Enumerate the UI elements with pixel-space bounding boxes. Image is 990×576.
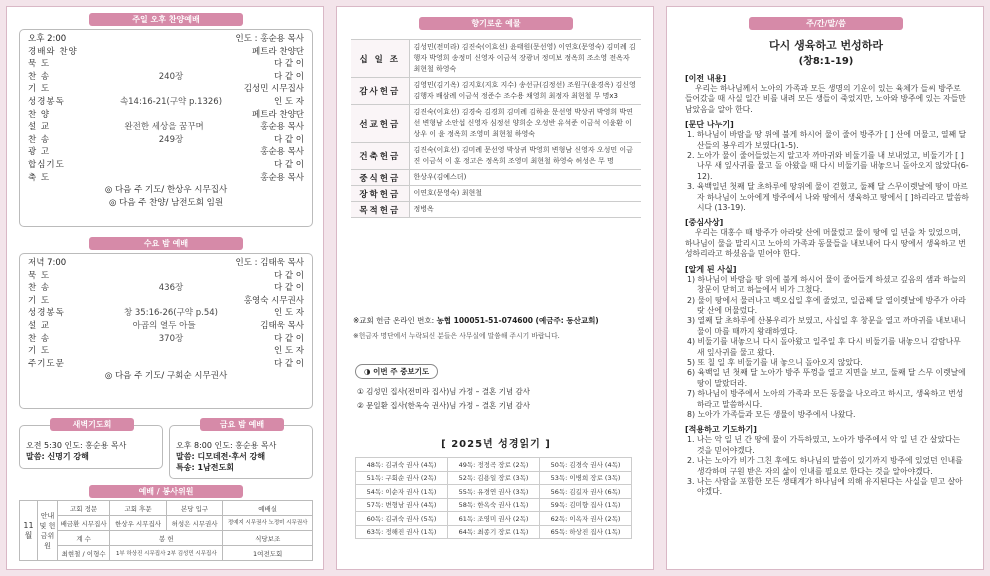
outline-item: 2. 노아가 물이 줄어들었는지 알고자 까마귀와 비둘기를 내 보내었고, 비둘기가 [ ]나무 새 잎사귀를 물고 돌 아왔을 때 다시 비둘기를 내놓으니 돌아오지 않았다(6-12). xyxy=(687,151,969,181)
order-detail xyxy=(68,295,244,308)
apply-item: 1. 나는 악 일 년 간 땅에 물이 가득하였고, 노아가 방주에서 악 일 년 간 살았다는 것을 믿어야겠다. xyxy=(687,435,961,455)
wednesday-note: ◎ 다음 주 기도/ 구회순 시무권사 xyxy=(104,371,228,382)
offering-names: 김영민(김기옥) 김지호(지호 지수) 송선규(김정선) 조원구(윤경옥) 김신영 김행자 배삼례 이금석 정준수 조수용 채영희 최정자 최현철 무 명x3 xyxy=(409,78,641,105)
order-row xyxy=(28,83,304,96)
order-detail xyxy=(68,270,274,283)
offering-names: 한상우(김예스더) xyxy=(409,170,641,186)
bible-cell: 60독: 김귀숙 권사 (5독) xyxy=(356,512,448,526)
prayer-header: ◑ 이번 주 중보기도 xyxy=(355,364,438,379)
order-row xyxy=(28,96,304,109)
offering-category: 중식헌금 xyxy=(351,170,409,186)
order-person: 인 도 자 xyxy=(273,96,304,107)
sunday-note: ◎ 다음 주 찬양/ 남전도회 임원 xyxy=(108,197,224,208)
prayer-item: ① 김성민 집사(전미라 집사)님 가정 – 결혼 기념 감사 xyxy=(357,387,531,396)
order-label: 성경봉독 xyxy=(28,96,65,107)
bible-cell: 48독: 김귀숙 권사 (4독) xyxy=(356,458,448,472)
vol-col: 계 수 xyxy=(58,531,110,546)
facts-heading: [알게 된 사실] xyxy=(685,264,737,274)
sunday-time: 오후 2:00 xyxy=(28,34,67,44)
offering-row xyxy=(351,143,641,170)
order-label: 찬 송 xyxy=(28,333,51,344)
vol-col: 예배실 xyxy=(223,501,313,516)
offering-note: ※헌금자 명단에서 누락되신 분들은 사무실에 말씀해 주시기 바랍니다. xyxy=(353,332,560,340)
weekly-ref: (창8:1-19) xyxy=(798,56,854,67)
offering-category: 장학헌금 xyxy=(351,186,409,202)
bible-cell: 59독: 김미향 집사 (1독) xyxy=(540,498,632,512)
vol-col: 봉 헌 xyxy=(110,531,223,546)
intro-text: 우리는 하나님께서 노아의 가족과 모든 생명의 기운이 있는 육체가 들씨 방주로 들어갔을 때 사실 일간 비를 내려 모든 생들이 죽었지만, 노아와 방주에 있는 자들만 남았음을 알아 한다. xyxy=(685,84,966,114)
order-person: 페트라 찬양단 xyxy=(252,109,304,120)
outline-item: 1. 하나님이 바람을 땅 위에 불게 하시어 물이 줄어 방주가 [ ] 산에 머물고, 열째 달 산들의 봉우리가 보였다(1-5). xyxy=(687,130,967,150)
offering-header: 향기로운 예물 xyxy=(419,17,573,30)
friday-special: 특송: 1남전도회 xyxy=(176,463,234,472)
order-detail: 240장 xyxy=(158,71,184,82)
bible-cell: 57독: 변형남 권사 (4독) xyxy=(356,498,448,512)
bible-cell: 61독: 조영미 권사 (2독) xyxy=(448,512,540,526)
bible-cell: 56독: 김길자 권사 (6독) xyxy=(540,485,632,499)
sunday-rows xyxy=(28,46,304,185)
offering-names: 김진숙(이효선) 김미례 문선영 박상귀 박영희 변형남 신영자 오성민 이금진 이금석 이 훈 정고은 정옥희 조영미 최현철 하영숙 허성은 무 명 xyxy=(409,143,641,170)
fact-item: 7) 하나님이 방주에서 노아의 가족과 모든 동물을 나오라고 하시고, 생육하고 번성하라고 말씀하시다. xyxy=(687,389,964,409)
account-line xyxy=(353,315,599,326)
intro-heading: [이전 내용] xyxy=(685,74,727,83)
offering-table xyxy=(351,39,641,218)
bible-cell: 63독: 정해진 권사 (1독) xyxy=(356,525,448,539)
order-row xyxy=(28,172,304,185)
order-detail: 아곱의 열두 아들 xyxy=(132,320,196,331)
fact-item: 8) 노아가 가족들과 모든 생물이 방주에서 나왔다. xyxy=(687,409,856,419)
wednesday-rows xyxy=(28,270,304,371)
order-label: 찬 양 xyxy=(28,109,51,120)
order-detail xyxy=(68,358,274,371)
order-row xyxy=(28,146,304,159)
order-row xyxy=(28,46,304,59)
order-detail: 249장 xyxy=(158,134,184,145)
volunteer-table xyxy=(19,500,313,561)
bible-row xyxy=(356,498,632,512)
order-label: 축 도 xyxy=(28,172,51,183)
order-detail xyxy=(68,345,274,358)
weekly-body xyxy=(685,69,969,498)
offering-row xyxy=(351,170,641,186)
order-person: 다 같 이 xyxy=(273,59,304,70)
vol-cell: 1여전도회 xyxy=(223,546,313,561)
order-person: 김태욱 목사 xyxy=(260,320,304,331)
order-detail xyxy=(68,109,252,122)
offering-category: 감사헌금 xyxy=(351,78,409,105)
offering-names: 김진숙(이효선) 김경숙 김경희 김미례 김하윤 문선영 박상귀 박영희 박연선 변형남 소안섭 신영자 심정선 양희순 오성반 유석준 이금석 이윤환 이상우 이 윤 정옥희 조영미 최현철 하영숙 xyxy=(409,105,641,143)
offering-category: 십 일 조 xyxy=(351,40,409,78)
vol-col: 식당보조 xyxy=(223,531,313,546)
account-number: 농협 100051-51-074600 (예금주: 동산교회) xyxy=(436,316,599,325)
order-person: 홍영숙 시무권사 xyxy=(243,295,304,306)
order-person: 홍순용 목사 xyxy=(260,172,304,183)
order-label: 설 교 xyxy=(28,320,51,331)
order-detail xyxy=(68,58,274,71)
vol-cell: 한상우 시무집사 xyxy=(110,516,167,531)
order-person: 홍순용 목사 xyxy=(260,122,304,133)
account-prefix: ※교회 헌금 온라인 번호: xyxy=(353,316,435,325)
vol-cell: 배금환 시무집사 xyxy=(58,516,110,531)
order-person: 인 도 자 xyxy=(273,346,304,357)
volunteer-group: 안내 및 헌금위원 xyxy=(38,501,58,561)
weekly-title: 다시 생육하고 번성하라 xyxy=(769,39,883,52)
weekly-word-panel xyxy=(666,6,984,570)
order-label: 찬 송 xyxy=(28,283,51,294)
order-row xyxy=(28,333,304,346)
order-detail: 창 35:16-26(구약 p.54) xyxy=(123,308,218,319)
order-row xyxy=(28,58,304,71)
bible-row xyxy=(356,512,632,526)
order-person: 김성민 시무집사 xyxy=(243,84,304,95)
order-row xyxy=(28,270,304,283)
vol-cell: 1부 하상진 시무집사 2부 김성민 시무집사 xyxy=(110,546,223,561)
order-detail xyxy=(68,159,274,172)
order-person: 다 같 이 xyxy=(273,333,304,344)
order-row xyxy=(28,159,304,172)
bible-cell: 64독: 최종기 장로 (1독) xyxy=(448,525,540,539)
order-detail: 436장 xyxy=(158,283,184,294)
order-row xyxy=(28,345,304,358)
order-label: 광 고 xyxy=(28,147,51,158)
order-label: 기 도 xyxy=(28,346,51,357)
order-detail xyxy=(68,83,244,96)
bible-row xyxy=(356,458,632,472)
wednesday-order xyxy=(19,253,313,409)
order-person: 다 같 이 xyxy=(273,283,304,294)
vol-cell: 허성은 시무권사 xyxy=(166,516,223,531)
offering-row xyxy=(351,40,641,78)
order-detail xyxy=(68,146,260,159)
order-label: 설 교 xyxy=(28,122,51,133)
order-row xyxy=(28,71,304,84)
volunteer-month: 11월 xyxy=(20,501,38,561)
wednesday-time: 저녁 7:00 xyxy=(28,258,67,268)
order-person: 다 같 이 xyxy=(273,270,304,281)
bible-cell: 53독: 이병희 장로 (3독) xyxy=(540,471,632,485)
offering-names: 정병옥 xyxy=(409,202,641,218)
order-person: 페트라 찬양단 xyxy=(252,46,304,57)
order-label: 합심기도 xyxy=(28,159,65,170)
apply-heading: [적용하고 기도하기] xyxy=(685,425,757,435)
order-row xyxy=(28,121,304,134)
wednesday-time-row xyxy=(28,257,304,270)
center-text: 우리는 대홍수 때 방주가 아라랏 산에 머물렀고 물이 땅에 일 년을 차 있었으며, 하나님이 물을 말리시고 노아의 가족과 동물들을 내보내어 다시 땅에서 생육하고 번성하리라고 하셨음을 믿어야 한다. xyxy=(685,228,966,259)
prayer-item: ② 문일환 집사(한옥숙 권사)님 가정 – 결혼 기념 감사 xyxy=(357,401,531,410)
bible-cell: 49독: 정정곡 장로 (2독) xyxy=(448,458,540,472)
bible-reading-table xyxy=(355,457,632,539)
order-person: 다 같 이 xyxy=(273,159,304,170)
order-detail: 370장 xyxy=(158,333,184,344)
bible-cell: 58독: 한옥숙 권사 (1독) xyxy=(448,498,540,512)
sunday-order xyxy=(19,29,313,227)
order-person: 다 같 이 xyxy=(273,134,304,145)
offering-names: 김성민(전미라) 김진숙(이효선) 윤태원(문선영) 이연호(문영숙) 김미례 김행자 박영희 송정미 신영자 이금석 장광녀 정미보 정옥희 조소영 전옥자 최현철 하영숙 xyxy=(409,40,641,78)
order-row xyxy=(28,109,304,122)
bible-cell: 62독: 이옥자 권사 (2독) xyxy=(540,512,632,526)
outline-item: 3. 육백일년 첫째 달 초하루에 땅위에 물이 걷혔고, 둘째 달 스무이렛날에 땅이 마르자 하나님이 노아에게 방주에서 나와 땅에서 생육하고 땅에서 [ ]하리라고 말씀하시다 (13-19). xyxy=(687,182,969,213)
volunteer-header: 예배 / 봉사위원 xyxy=(89,485,243,498)
bible-cell: 50독: 김경숙 권사 (4독) xyxy=(540,458,632,472)
vol-cell: 정예지 시무권사 노정미 시무권사 xyxy=(223,516,313,531)
order-label: 성경봉독 xyxy=(28,308,65,319)
bible-cell: 55독: 유경연 권사 (3독) xyxy=(448,485,540,499)
fact-item: 1) 하나님이 바람을 땅 위에 불게 하시어 물이 줄어들게 하셨고 깊음의 샘과 하늘의 창문이 닫히고 하늘에서 비가 그쳤다. xyxy=(687,274,966,295)
order-label: 찬 송 xyxy=(28,71,51,82)
apply-item: 3. 나는 사람을 포함한 모든 생태계가 하나님에 의해 유지된다는 사실을 믿고 살아야겠다. xyxy=(687,477,963,497)
vol-col: 고회 정문 xyxy=(58,501,110,516)
sunday-time-row xyxy=(28,33,304,46)
bible-cell: 65독: 하상진 집사 (1독) xyxy=(540,525,632,539)
offering-row xyxy=(351,78,641,105)
worship-panel xyxy=(6,6,324,570)
order-person: 홍순용 목사 xyxy=(260,147,304,158)
order-person: 인 도 자 xyxy=(273,308,304,319)
offering-category: 선교헌금 xyxy=(351,105,409,143)
dawn-sermon: 말씀: 신명기 강해 xyxy=(26,452,89,461)
order-detail: 속14:16-21(구약 p.1326) xyxy=(119,96,223,107)
facts-list xyxy=(685,275,969,421)
order-label: 주기도문 xyxy=(28,358,65,369)
order-label: 기 도 xyxy=(28,84,51,95)
offering-names: 이연호(문영숙) 최현철 xyxy=(409,186,641,202)
fact-item: 2) 물이 땅에서 물러나고 백오십일 후에 줄었고, 일곱째 달 열이렛날에 방주가 아라랏 산에 머물렀다. xyxy=(687,295,966,315)
offering-row xyxy=(351,202,641,218)
order-row xyxy=(28,320,304,333)
sunday-header: 주일 오후 찬양예배 xyxy=(89,13,243,26)
order-row xyxy=(28,307,304,320)
offering-category: 건축헌금 xyxy=(351,143,409,170)
apply-item: 2. 나는 노아가 비가 그친 후에도 하나님의 말씀이 있기까지 방주에 있었던 인내를 생각하며 구원 받은 자의 삶이 인내를 필요로 한다는 것을 알아야겠다. xyxy=(687,456,963,476)
fact-item: 6) 육백일 년 첫째 달 노아가 방주 뚜껑을 열고 지면을 보고, 둘째 달 스무 이렛날에 땅이 말랐더라. xyxy=(687,368,966,388)
vol-col: 고회 후문 xyxy=(110,501,167,516)
bible-row xyxy=(356,471,632,485)
order-detail xyxy=(68,46,252,59)
wednesday-leader: 인도 : 김태욱 목사 xyxy=(235,258,304,268)
order-row xyxy=(28,358,304,371)
friday-header: 금요 밤 예배 xyxy=(200,418,284,431)
fact-item: 4) 비둘기를 내놓으니 다시 돌아왔고 일주일 후 다시 비둘기를 내놓으니 감람나무 새 잎사귀를 물고 왔다. xyxy=(687,337,961,357)
order-row xyxy=(28,295,304,308)
offering-panel xyxy=(336,6,654,570)
offering-category: 목적헌금 xyxy=(351,202,409,218)
friday-time: 오후 8:00 인도: 홍순용 목사 xyxy=(176,441,277,450)
sunday-leader: 인도 : 홍순용 목사 xyxy=(235,34,304,44)
prayer-list xyxy=(357,385,530,413)
fact-item: 5) 또 칠 일 후 비둘기를 내 놓으니 돌아오지 않았다. xyxy=(687,357,863,367)
bible-cell: 54독: 이순자 권사 (1독) xyxy=(356,485,448,499)
sunday-note: ◎ 다음 주 기도/ 한상우 시무집사 xyxy=(104,185,228,196)
apply-list xyxy=(685,435,969,497)
order-label: 묵 도 xyxy=(28,270,51,281)
order-person: 다 같 이 xyxy=(273,71,304,82)
order-detail: 완전한 세상을 꿈꾸며 xyxy=(124,122,204,133)
friday-box xyxy=(169,420,313,479)
order-row xyxy=(28,282,304,295)
order-label: 찬 송 xyxy=(28,134,51,145)
bible-row xyxy=(356,485,632,499)
friday-sermon: 말씀: 디모데전·후서 강해 xyxy=(176,452,266,461)
outline-list xyxy=(685,130,969,213)
center-heading: [중심사상] xyxy=(685,218,724,228)
order-row xyxy=(28,134,304,147)
outline-heading: [문단 나누기] xyxy=(685,120,734,130)
offering-row xyxy=(351,186,641,202)
order-person: 다 같 이 xyxy=(273,358,304,369)
dawn-box xyxy=(19,420,163,469)
dawn-time: 오전 5:30 인도: 홍순용 목사 xyxy=(26,441,127,450)
dawn-header: 새벽기도회 xyxy=(50,418,134,431)
vol-cell: 최현철 / 이형수 xyxy=(58,546,110,561)
order-label: 기 도 xyxy=(28,295,51,306)
order-detail xyxy=(68,172,260,185)
bible-cell: 52독: 김용일 장로 (3독) xyxy=(448,471,540,485)
weekly-header: 주/간/말/씀 xyxy=(749,17,903,30)
order-label: 경배와 찬양 xyxy=(28,46,78,57)
bible-cell: 51독: 구회순 권사 (2독) xyxy=(356,471,448,485)
offering-row xyxy=(351,105,641,143)
vol-col: 본당 입구 xyxy=(166,501,223,516)
bible-reading-title: [ 2025년 성경읽기 ] xyxy=(441,439,551,450)
bible-row xyxy=(356,525,632,539)
wednesday-header: 수요 밤 예배 xyxy=(89,237,243,250)
fact-item: 3) 열째 달 초하루에 산봉우리가 보였고, 사십일 후 창문을 열고 까마귀를 내보내니 물이 마를 때까지 왕래하였다. xyxy=(687,316,966,336)
order-label: 묵 도 xyxy=(28,59,51,70)
